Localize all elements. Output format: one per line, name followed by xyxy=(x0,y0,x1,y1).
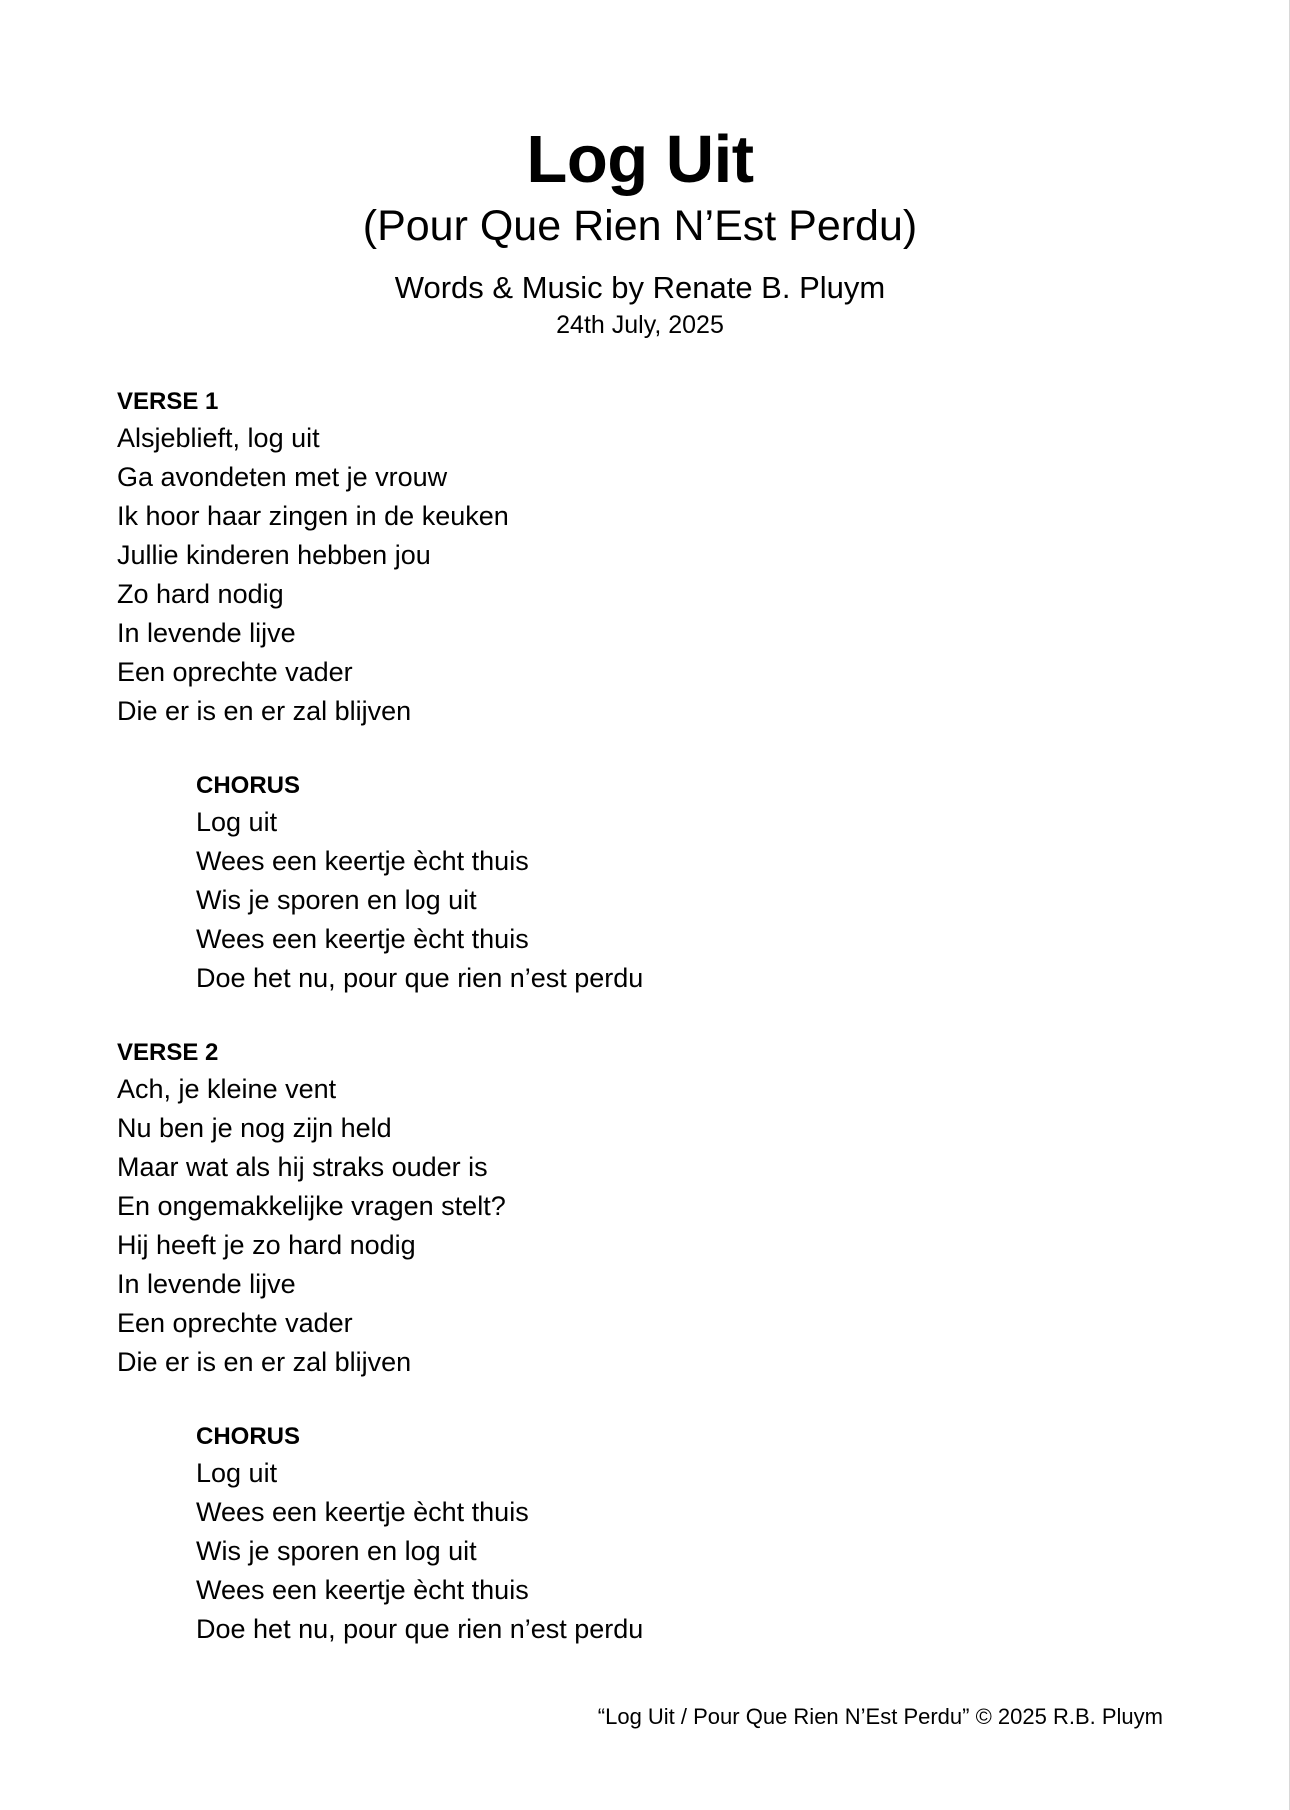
song-date: 24th July, 2025 xyxy=(556,311,724,339)
lyric-line: Een oprechte vader xyxy=(117,1308,353,1338)
lyric-line: Nu ben je nog zijn held xyxy=(117,1113,392,1143)
lyric-line: In levende lijve xyxy=(117,618,296,648)
lyric-line: Ach, je kleine vent xyxy=(117,1074,337,1104)
lyric-line: Die er is en er zal blijven xyxy=(117,696,412,726)
lyric-line: En ongemakkelijke vragen stelt? xyxy=(117,1191,506,1221)
lyric-line: Wees een keertje ècht thuis xyxy=(196,846,529,876)
verse-1 xyxy=(117,385,1167,731)
lyric-line: Log uit xyxy=(196,807,278,837)
lyric-line: Wis je sporen en log uit xyxy=(196,885,477,915)
lyric-line: Die er is en er zal blijven xyxy=(117,1347,412,1377)
lyric-line: Log uit xyxy=(196,1458,278,1488)
section-label: CHORUS xyxy=(196,772,301,799)
song-header xyxy=(0,118,1280,342)
song-subtitle: (Pour Que Rien N’Est Perdu) xyxy=(362,202,918,250)
verse-2 xyxy=(117,1036,1167,1382)
lyric-line: Doe het nu, pour que rien n’est perdu xyxy=(196,1614,644,1644)
copyright-notice: “Log Uit / Pour Que Rien N’Est Perdu” © 2025 R.B. Pluym xyxy=(597,1704,1163,1729)
lyric-line: Wees een keertje ècht thuis xyxy=(196,1575,529,1605)
lyric-line: Een oprechte vader xyxy=(117,657,353,687)
chorus-1 xyxy=(117,769,1167,998)
songwriter-credit: Words & Music by Renate B. Pluym xyxy=(394,270,886,305)
lyric-line: Maar wat als hij straks ouder is xyxy=(117,1152,488,1182)
lyric-line: Zo hard nodig xyxy=(117,579,284,609)
chorus-2 xyxy=(117,1420,1167,1649)
lyrics-body xyxy=(117,385,1167,1687)
lyric-line: Wis je sporen en log uit xyxy=(196,1536,477,1566)
section-label: VERSE 2 xyxy=(117,1039,219,1066)
lyric-line: Hij heeft je zo hard nodig xyxy=(117,1230,416,1260)
lyric-line: In levende lijve xyxy=(117,1269,296,1299)
song-title: Log Uit xyxy=(526,122,754,197)
lyric-line: Wees een keertje ècht thuis xyxy=(196,1497,529,1527)
section-label: CHORUS xyxy=(196,1423,301,1450)
section-label: VERSE 1 xyxy=(117,388,219,415)
lyric-line: Jullie kinderen hebben jou xyxy=(117,540,431,570)
lyric-line: Ik hoor haar zingen in de keuken xyxy=(117,501,509,531)
lyric-line: Ga avondeten met je vrouw xyxy=(117,462,448,492)
lyric-line: Alsjeblieft, log uit xyxy=(117,423,320,453)
lyric-line: Doe het nu, pour que rien n’est perdu xyxy=(196,963,644,993)
lyric-line: Wees een keertje ècht thuis xyxy=(196,924,529,954)
